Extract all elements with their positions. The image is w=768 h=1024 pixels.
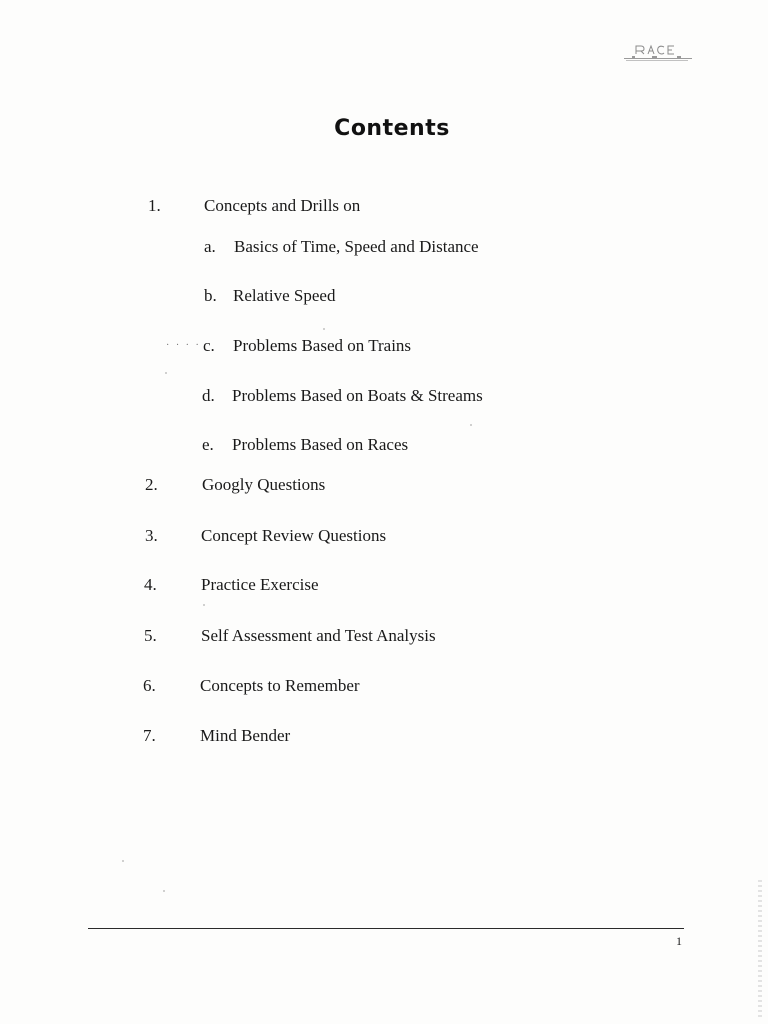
toc-number: 5. — [144, 626, 157, 645]
toc-item: Concepts and Drills on — [204, 196, 361, 215]
toc-number: 7. — [143, 726, 156, 745]
page-number: 1 — [676, 934, 682, 948]
scan-speckle — [203, 604, 205, 606]
scan-speckle — [165, 372, 167, 374]
toc-subitem-letter: b. — [204, 286, 217, 305]
scan-edge — [758, 880, 762, 1020]
toc-number: 1. — [148, 196, 161, 215]
toc-item: Mind Bender — [200, 726, 291, 745]
toc-subitem: Relative Speed — [233, 286, 336, 305]
toc-item: Practice Exercise — [201, 575, 319, 594]
toc-item: Self Assessment and Test Analysis — [201, 626, 436, 645]
toc-number: 4. — [144, 575, 157, 594]
toc-subitem-letter: e. — [202, 435, 214, 454]
race-logo-icon — [622, 44, 694, 66]
toc-subitem: Basics of Time, Speed and Distance — [234, 237, 479, 256]
toc-subitem-letter: d. — [202, 386, 215, 405]
toc-subitem: Problems Based on Trains — [233, 336, 412, 355]
page-title: Contents — [334, 116, 450, 141]
toc-item: Concept Review Questions — [201, 526, 387, 545]
scan-speckle — [470, 424, 472, 426]
toc-number: 2. — [145, 475, 158, 494]
scan-speckle — [122, 860, 124, 862]
toc-subitem-letter: a. — [204, 237, 216, 256]
footer-rule — [88, 928, 684, 929]
toc-subitem: Problems Based on Boats & Streams — [232, 386, 483, 405]
toc-number: 3. — [145, 526, 158, 545]
toc-number: 6. — [143, 676, 156, 695]
toc-subitem-letter: c. — [203, 336, 215, 355]
scan-speckle — [163, 890, 165, 892]
toc-item: Concepts to Remember — [200, 676, 360, 695]
scan-dots: · · · · — [166, 340, 201, 351]
toc-subitem: Problems Based on Races — [232, 435, 409, 454]
toc-item: Googly Questions — [202, 475, 326, 494]
scan-speckle — [323, 328, 325, 330]
